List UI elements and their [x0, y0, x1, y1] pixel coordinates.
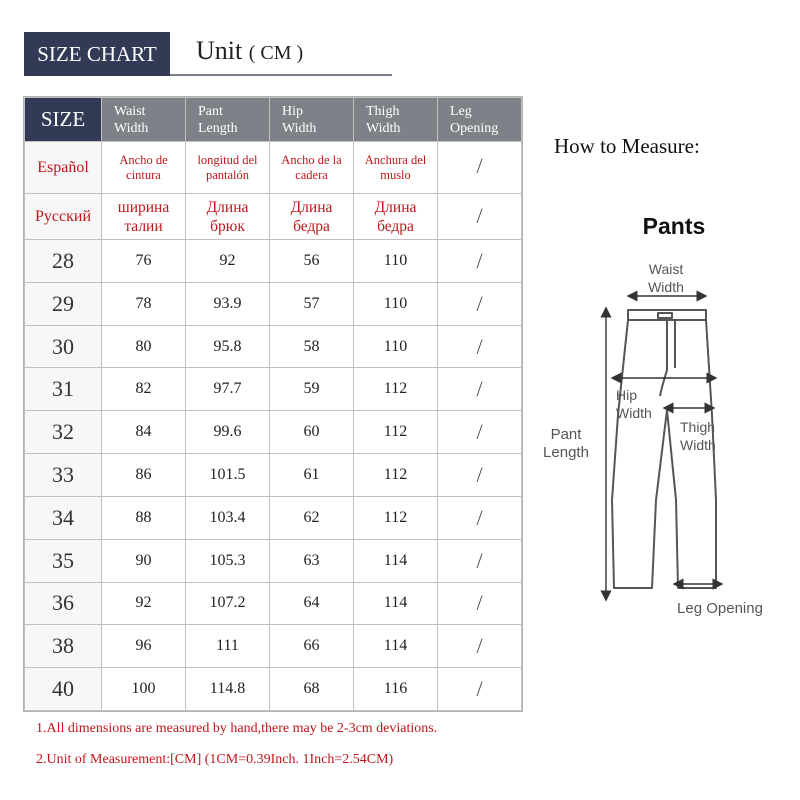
waist-cell: 92	[102, 582, 186, 625]
table-row	[25, 454, 522, 497]
spanish-waist	[102, 142, 186, 194]
length-label-line2: Length	[543, 444, 589, 461]
spanish-hip	[270, 142, 354, 194]
hip-cell: 57	[270, 282, 354, 325]
length-cell: 107.2	[186, 582, 270, 625]
length-cell: 95.8	[186, 325, 270, 368]
translation-line: бедра	[293, 217, 330, 235]
col-header-line: Leg	[450, 103, 472, 119]
waist-cell: 90	[102, 539, 186, 582]
col-header-line: Hip	[282, 103, 303, 119]
waist-cell: 96	[102, 625, 186, 668]
size-cell: 29	[25, 282, 102, 325]
thigh-cell: 112	[354, 454, 438, 497]
leg-cell	[438, 496, 522, 539]
size-cell: 30	[25, 325, 102, 368]
table-row	[25, 282, 522, 325]
russian-label: Русский	[25, 194, 102, 240]
table-row	[25, 539, 522, 582]
table-row	[25, 496, 522, 539]
col-header-line: Width	[282, 120, 317, 136]
spanish-length	[186, 142, 270, 194]
thigh-cell: 112	[354, 411, 438, 454]
leg-cell	[438, 582, 522, 625]
thigh-cell: 116	[354, 668, 438, 711]
waist-cell: 86	[102, 454, 186, 497]
col-header-thigh	[354, 98, 438, 142]
slash-mark: /	[476, 590, 483, 616]
length-cell: 93.9	[186, 282, 270, 325]
translation-line: Anchura del	[364, 152, 427, 167]
thigh-cell: 110	[354, 325, 438, 368]
col-header-line: Thigh	[366, 103, 400, 119]
spanish-label: Español	[25, 142, 102, 194]
translation-line: longitud del	[197, 152, 258, 167]
translation-line: Длина	[374, 198, 417, 216]
thigh-cell: 110	[354, 240, 438, 283]
header-divider	[170, 74, 392, 76]
translation-line: Ancho de la	[281, 152, 342, 167]
length-cell: 103.4	[186, 496, 270, 539]
table-header-row	[25, 98, 522, 142]
spanish-leg	[438, 142, 522, 194]
waist-label-line1: Waist	[648, 261, 684, 277]
size-cell: 38	[25, 625, 102, 668]
col-header-waist	[102, 98, 186, 142]
slash-mark: /	[476, 247, 483, 273]
waist-cell: 84	[102, 411, 186, 454]
translation-line: muslo	[380, 167, 411, 182]
translation-line: Длина	[290, 198, 333, 216]
size-cell: 40	[25, 668, 102, 711]
col-header-length	[186, 98, 270, 142]
col-header-leg	[438, 98, 522, 142]
slash-mark: /	[476, 633, 483, 659]
translation-line: ширина	[117, 198, 170, 216]
table-row	[25, 582, 522, 625]
table-row	[25, 240, 522, 283]
note-unit-conversion: 2.Unit of Measurement:[CM] (1CM=0.39Inch. 1Inch=2.54CM)	[36, 752, 394, 767]
leg-cell	[438, 368, 522, 411]
table-row	[25, 368, 522, 411]
size-cell: 31	[25, 368, 102, 411]
translation-line: брюк	[210, 217, 245, 235]
thigh-cell: 110	[354, 282, 438, 325]
hip-cell: 64	[270, 582, 354, 625]
table-row	[25, 668, 522, 711]
pants-illustration	[530, 200, 790, 640]
translation-line: талии	[124, 217, 163, 235]
leg-cell	[438, 539, 522, 582]
translation-line: бедра	[377, 217, 414, 235]
length-label-line1: Pant	[550, 426, 582, 443]
spanish-row	[25, 142, 522, 194]
translation-line: cintura	[126, 167, 161, 182]
note-hand-measured: 1.All dimensions are measured by hand,there may be 2-3cm deviations.	[36, 721, 438, 736]
garment-title: Pants	[642, 213, 706, 239]
leg-cell	[438, 625, 522, 668]
leg-cell	[438, 454, 522, 497]
col-header-line: Width	[114, 120, 149, 136]
length-cell: 114.8	[186, 668, 270, 711]
slash-mark: /	[476, 419, 483, 445]
hip-label-line2: Width	[616, 405, 652, 421]
col-header-line: Pant	[198, 103, 223, 119]
pants-diagram	[530, 200, 790, 640]
size-table	[23, 96, 523, 712]
length-cell: 101.5	[186, 454, 270, 497]
size-header: SIZE	[25, 98, 102, 142]
col-header-line: Width	[366, 120, 401, 136]
translation-line: pantalón	[205, 167, 250, 182]
thigh-cell: 112	[354, 368, 438, 411]
russian-hip	[270, 194, 354, 240]
translation-line: Длина	[206, 198, 249, 216]
waist-cell: 80	[102, 325, 186, 368]
thigh-cell: 112	[354, 496, 438, 539]
hip-cell: 68	[270, 668, 354, 711]
leg-opening-label: Leg Opening	[677, 600, 763, 617]
hip-label-line1: Hip	[616, 387, 638, 403]
slash-mark: /	[476, 333, 483, 359]
size-cell: 33	[25, 454, 102, 497]
slash-mark: /	[476, 202, 483, 228]
waist-cell: 82	[102, 368, 186, 411]
size-cell: 28	[25, 240, 102, 283]
col-header-line: Opening	[450, 120, 499, 136]
slash-mark: /	[476, 676, 483, 702]
thigh-cell: 114	[354, 625, 438, 668]
hip-cell: 56	[270, 240, 354, 283]
hip-cell: 66	[270, 625, 354, 668]
hip-cell: 63	[270, 539, 354, 582]
slash-mark: /	[476, 290, 483, 316]
size-cell: 32	[25, 411, 102, 454]
leg-cell	[438, 411, 522, 454]
slash-mark: /	[476, 504, 483, 530]
waist-label-line2: Width	[648, 279, 684, 295]
russian-row	[25, 194, 522, 240]
unit-label	[196, 36, 303, 66]
unit-value: ( CM )	[248, 42, 304, 64]
hip-cell: 59	[270, 368, 354, 411]
length-cell: 97.7	[186, 368, 270, 411]
waist-cell: 88	[102, 496, 186, 539]
leg-cell	[438, 668, 522, 711]
translation-line: Ancho de	[119, 152, 168, 167]
how-to-measure-title: How to Measure:	[554, 134, 700, 158]
waist-cell: 76	[102, 240, 186, 283]
col-header-line: Waist	[114, 103, 146, 119]
slash-mark: /	[476, 153, 483, 178]
length-cell: 111	[186, 625, 270, 668]
hip-cell: 61	[270, 454, 354, 497]
hip-cell: 58	[270, 325, 354, 368]
leg-cell	[438, 282, 522, 325]
hip-cell: 62	[270, 496, 354, 539]
table-row	[25, 625, 522, 668]
russian-waist	[102, 194, 186, 240]
leg-cell	[438, 325, 522, 368]
size-chart-badge: SIZE CHART	[24, 32, 170, 76]
length-cell: 92	[186, 240, 270, 283]
unit-label-text: Unit	[196, 36, 243, 65]
thigh-cell: 114	[354, 539, 438, 582]
thigh-label-line1: Thigh	[680, 419, 716, 435]
table-row	[25, 325, 522, 368]
size-cell: 35	[25, 539, 102, 582]
hip-cell: 60	[270, 411, 354, 454]
spanish-thigh	[354, 142, 438, 194]
russian-length	[186, 194, 270, 240]
russian-thigh	[354, 194, 438, 240]
size-cell: 34	[25, 496, 102, 539]
slash-mark: /	[476, 376, 483, 402]
length-cell: 99.6	[186, 411, 270, 454]
thigh-cell: 114	[354, 582, 438, 625]
length-cell: 105.3	[186, 539, 270, 582]
waist-cell: 100	[102, 668, 186, 711]
slash-mark: /	[476, 461, 483, 487]
translation-line: cadera	[295, 167, 328, 182]
waist-cell: 78	[102, 282, 186, 325]
russian-leg	[438, 194, 522, 240]
thigh-label-line2: Width	[680, 437, 716, 453]
size-cell: 36	[25, 582, 102, 625]
col-header-line: Length	[198, 120, 238, 136]
leg-cell	[438, 240, 522, 283]
table-row	[25, 411, 522, 454]
col-header-hip	[270, 98, 354, 142]
slash-mark: /	[476, 547, 483, 573]
